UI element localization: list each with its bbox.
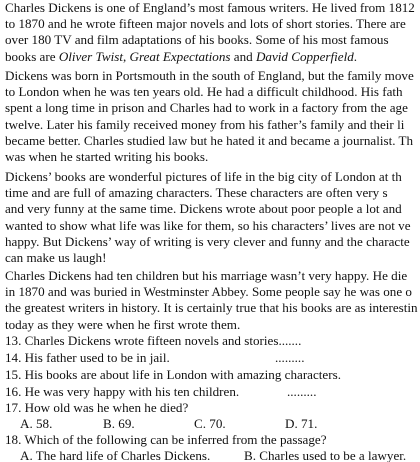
option-c: C. 70. (194, 416, 226, 431)
book-title-oliver-twist: Oliver Twist (58, 48, 123, 64)
question-15: 15. His books are about life in London with amazing characters. (5, 367, 341, 382)
question-18-options (5, 448, 420, 462)
question-17-options (5, 416, 420, 432)
text-line: happy. But Dickens’ way of writing is very clever and funny and the characte (5, 233, 410, 249)
question-17: 17. How old was he when he died? (5, 400, 189, 415)
text-line: twelve. Later his family received money from his father’s family and their li (5, 116, 405, 132)
text-line: Charles Dickens is one of England’s most famous writers. He lived from 1812 (5, 0, 415, 15)
text-line: Dickens’ books are wonderful pictures of life in the big city of London at th (5, 169, 402, 184)
text-fragment: and (230, 48, 256, 64)
text-line: today as they were when he first wrote them. (5, 316, 241, 332)
text-line: can make us laugh! (5, 249, 107, 265)
text-line: time and are full of amazing characters. These characters are often very s (5, 185, 388, 201)
question-16-text: 16. He was very happy with his ten children. (5, 384, 240, 399)
passage-paragraph-2 (5, 68, 420, 165)
option-a: A. 58. (20, 416, 53, 431)
text-line: to London when he was ten years old. He had a difficult childhood. His fath (5, 84, 403, 100)
text-line: became better. Charles studied law but he hated it and became a journalist. Th (5, 132, 414, 148)
text-line: and very funny at the same time. Dickens wrote about poor people a lot and (5, 201, 402, 217)
option-b: B. 69. (103, 416, 135, 431)
question-16 (5, 384, 420, 400)
text-line: spent a long time in prison and Charles had to work in a factory from the age (5, 100, 408, 116)
answer-blank: ......... (287, 384, 317, 399)
passage-paragraph-4 (5, 268, 420, 333)
text-line: wanted to show what life was like for them, so his characters’ lives are not ve (5, 217, 411, 233)
text-line: the greatest writers in history. It is certainly true that his books are as interestin (5, 300, 418, 316)
text-fragment: books are (5, 48, 59, 64)
question-14-text: 14. His father used to be in jail. (5, 350, 170, 365)
text-fragment: . (353, 48, 358, 64)
text-line: Dickens was born in Portsmouth in the south of England, but the family move (5, 68, 414, 83)
passage-paragraph-3 (5, 169, 420, 266)
text-line: was when he started writing his books. (5, 148, 209, 164)
passage-paragraph-1 (5, 0, 420, 65)
text-line-with-titles (5, 49, 420, 65)
option-a: A. The hard life of Charles Dickens. (20, 448, 211, 462)
text-line: in 1870 and was buried in Westminster Abbey. Some people say he was one o (5, 284, 412, 300)
book-title-great-expectations: Great Expectations (129, 48, 231, 64)
question-18: 18. Which of the following can be inferred from the passage? (5, 432, 327, 447)
option-b: B. Charles used to be a lawyer. (244, 448, 407, 462)
option-d: D. 71. (285, 416, 318, 431)
text-fragment: , (122, 48, 130, 64)
book-title-david-copperfield: David Copperfield (255, 48, 354, 64)
text-line: Charles Dickens had ten children but his marriage wasn’t very happy. He die (5, 268, 408, 283)
answer-blank: ......... (275, 350, 305, 365)
question-13: 13. Charles Dickens wrote fifteen novels and stories....... (5, 333, 302, 348)
text-line: over 180 TV and film adaptations of his books. Some of his most famous (5, 32, 389, 48)
text-line: to 1870 and he wrote fifteen major novels and lots of short stories. There are (5, 16, 406, 32)
question-14 (5, 350, 420, 366)
